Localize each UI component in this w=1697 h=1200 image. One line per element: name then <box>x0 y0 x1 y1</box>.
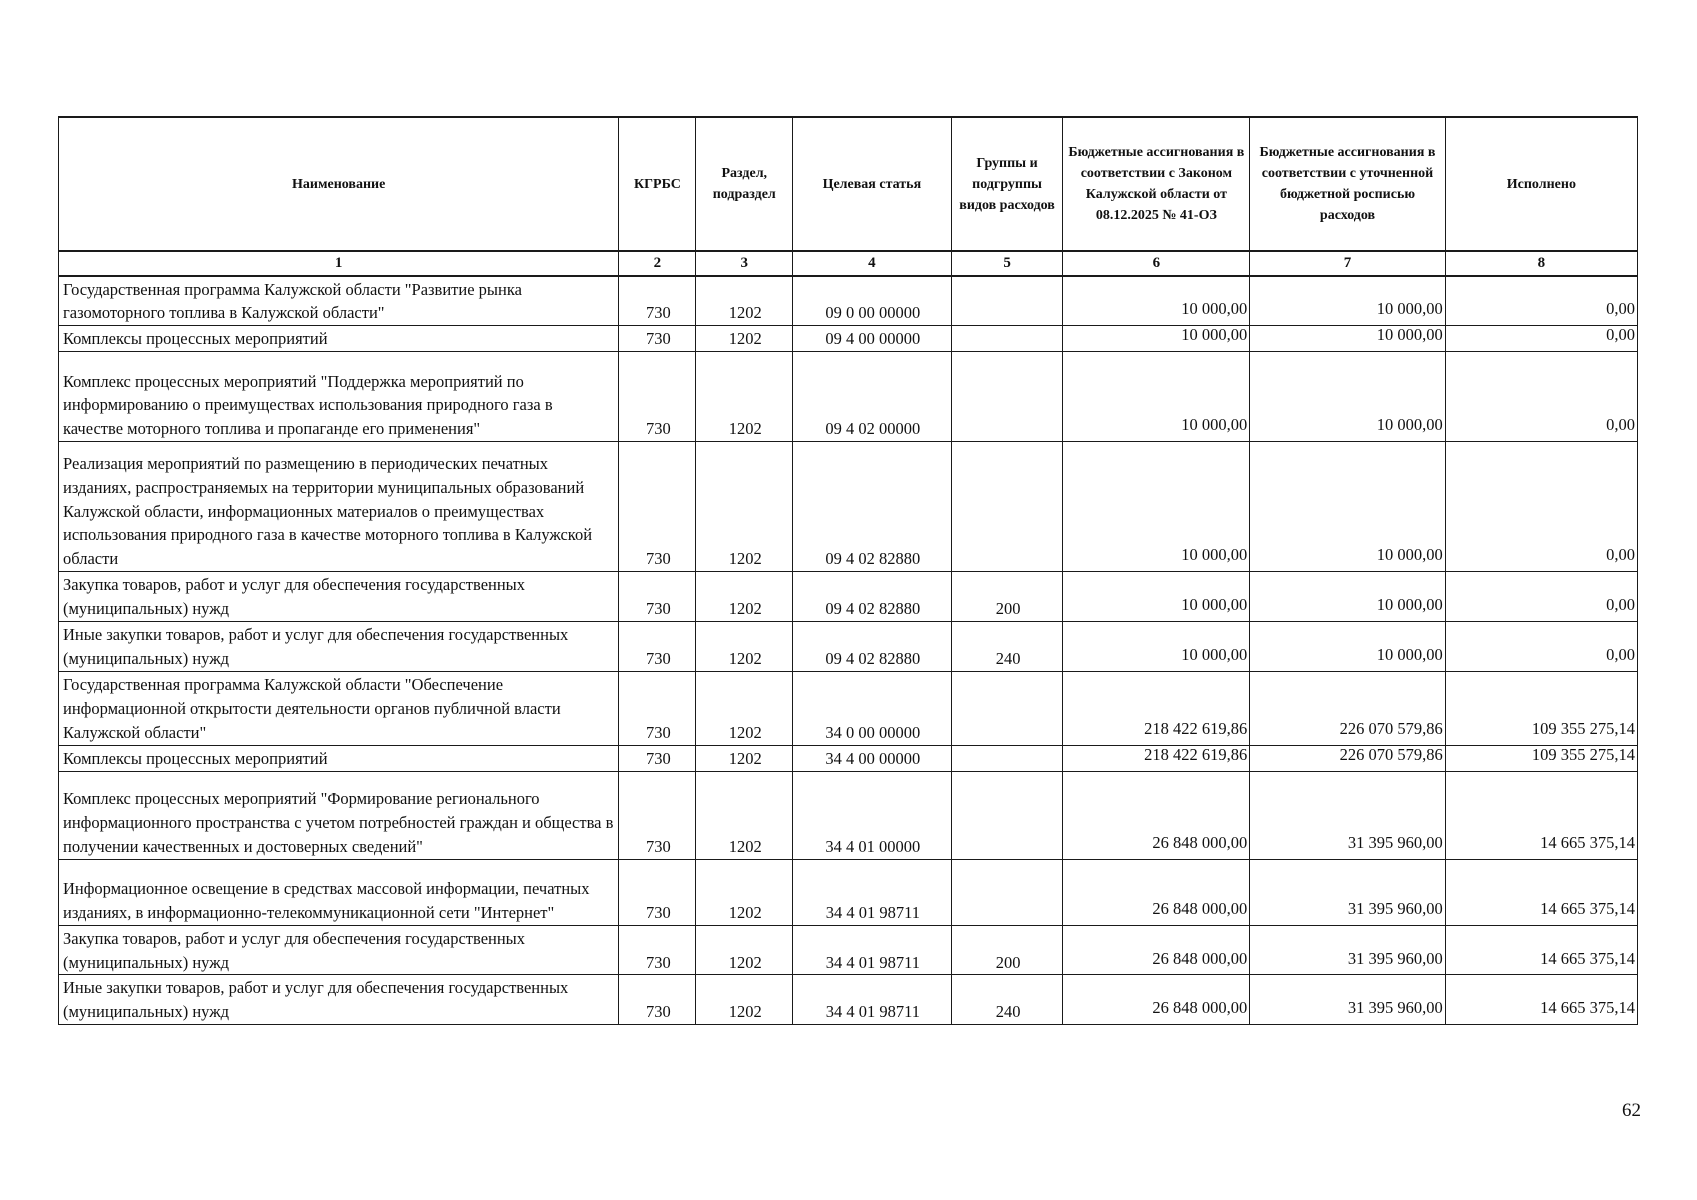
executed-amount-value: 0,00 <box>1606 595 1635 615</box>
row-group: 240 <box>951 622 1063 672</box>
executed-amount-value: 109 355 275,14 <box>1531 718 1635 738</box>
refined-amount-value: 226 070 579,86 <box>1339 718 1443 738</box>
row-group: 200 <box>951 925 1063 975</box>
row-target: 09 4 02 00000 <box>793 352 952 442</box>
executed-amount-value: 14 665 375,14 <box>1540 948 1635 968</box>
law-amount-value: 218 422 619,86 <box>1144 718 1248 738</box>
row-group <box>951 442 1063 572</box>
row-group <box>951 352 1063 442</box>
row-executed-amount <box>1445 352 1637 442</box>
row-executed-amount <box>1445 925 1637 975</box>
row-name: Государственная программа Калужской области "Обеспечение информационной открытости деятельности органов публичной власти Калужской области" <box>59 671 619 745</box>
row-kgrbs: 730 <box>619 859 696 925</box>
row-name: Комплексы процессных мероприятий <box>59 326 619 352</box>
row-name: Иные закупки товаров, работ и услуг для обеспечения государственных (муниципальных) нужд <box>59 975 619 1025</box>
table-row <box>59 352 1638 442</box>
row-kgrbs: 730 <box>619 671 696 745</box>
row-refined-amount <box>1250 572 1445 622</box>
executed-amount-value: 0,00 <box>1606 325 1635 345</box>
header-kgrbs: КГРБС <box>619 117 696 251</box>
row-law-amount <box>1063 276 1250 326</box>
row-refined-amount <box>1250 352 1445 442</box>
row-name: Комплекс процессных мероприятий "Поддержка мероприятий по информированию о преимуществах использования природного газа в качестве моторного топлива и пропаганде его применения" <box>59 352 619 442</box>
row-section: 1202 <box>696 975 793 1025</box>
executed-amount-value: 0,00 <box>1606 645 1635 665</box>
row-section: 1202 <box>696 859 793 925</box>
row-section: 1202 <box>696 771 793 859</box>
law-amount-value: 26 848 000,00 <box>1152 998 1248 1018</box>
header-law: Бюджетные ассигнования в соответствии с Законом Калужской области от 08.12.2025 № 41-ОЗ <box>1063 117 1250 251</box>
table-row <box>59 859 1638 925</box>
refined-amount-value: 31 395 960,00 <box>1347 948 1443 968</box>
law-amount-value: 218 422 619,86 <box>1144 744 1248 764</box>
column-number: 5 <box>951 251 1063 276</box>
row-target: 34 4 01 98711 <box>793 975 952 1025</box>
row-law-amount <box>1063 859 1250 925</box>
executed-amount-value: 0,00 <box>1606 299 1635 319</box>
refined-amount-value: 226 070 579,86 <box>1339 744 1443 764</box>
executed-amount-value: 14 665 375,14 <box>1540 832 1635 852</box>
page-number: 62 <box>1622 1100 1641 1121</box>
table-row <box>59 442 1638 572</box>
header-target: Целевая статья <box>793 117 952 251</box>
refined-amount-value: 10 000,00 <box>1376 545 1443 565</box>
row-group <box>951 745 1063 771</box>
row-refined-amount <box>1250 442 1445 572</box>
law-amount-value: 10 000,00 <box>1181 299 1248 319</box>
table-row <box>59 326 1638 352</box>
refined-amount-value: 31 395 960,00 <box>1347 898 1443 918</box>
row-target: 09 4 02 82880 <box>793 622 952 672</box>
refined-amount-value: 31 395 960,00 <box>1347 998 1443 1018</box>
row-name: Закупка товаров, работ и услуг для обеспечения государственных (муниципальных) нужд <box>59 572 619 622</box>
law-amount-value: 10 000,00 <box>1181 595 1248 615</box>
row-executed-amount <box>1445 442 1637 572</box>
row-target: 09 4 02 82880 <box>793 442 952 572</box>
row-executed-amount <box>1445 771 1637 859</box>
row-refined-amount <box>1250 771 1445 859</box>
refined-amount-value: 10 000,00 <box>1376 595 1443 615</box>
row-law-amount <box>1063 572 1250 622</box>
row-name: Информационное освещение в средствах массовой информации, печатных изданиях, в информационно-телекоммуникационной сети "Интернет" <box>59 859 619 925</box>
header-name: Наименование <box>59 117 619 251</box>
row-target: 34 4 01 98711 <box>793 925 952 975</box>
row-refined-amount <box>1250 622 1445 672</box>
row-target: 34 4 00 00000 <box>793 745 952 771</box>
column-number: 6 <box>1063 251 1250 276</box>
law-amount-value: 10 000,00 <box>1181 415 1248 435</box>
row-target: 34 4 01 00000 <box>793 771 952 859</box>
row-section: 1202 <box>696 326 793 352</box>
row-name: Комплекс процессных мероприятий "Формирование регионального информационного пространства с учетом потребностей граждан и общества в получении качественных и достоверных сведений" <box>59 771 619 859</box>
row-target: 34 0 00 00000 <box>793 671 952 745</box>
row-section: 1202 <box>696 442 793 572</box>
column-number: 4 <box>793 251 952 276</box>
executed-amount-value: 0,00 <box>1606 545 1635 565</box>
law-amount-value: 10 000,00 <box>1181 325 1248 345</box>
row-executed-amount <box>1445 572 1637 622</box>
table-row <box>59 276 1638 326</box>
row-executed-amount <box>1445 745 1637 771</box>
row-refined-amount <box>1250 975 1445 1025</box>
refined-amount-value: 31 395 960,00 <box>1347 832 1443 852</box>
refined-amount-value: 10 000,00 <box>1376 299 1443 319</box>
row-group <box>951 859 1063 925</box>
row-target: 34 4 01 98711 <box>793 859 952 925</box>
law-amount-value: 10 000,00 <box>1181 545 1248 565</box>
row-section: 1202 <box>696 925 793 975</box>
column-number: 1 <box>59 251 619 276</box>
row-group <box>951 671 1063 745</box>
row-executed-amount <box>1445 622 1637 672</box>
table-row <box>59 975 1638 1025</box>
row-law-amount <box>1063 671 1250 745</box>
row-section: 1202 <box>696 745 793 771</box>
table-row <box>59 771 1638 859</box>
row-law-amount <box>1063 442 1250 572</box>
row-law-amount <box>1063 975 1250 1025</box>
row-law-amount <box>1063 925 1250 975</box>
row-section: 1202 <box>696 622 793 672</box>
row-refined-amount <box>1250 745 1445 771</box>
executed-amount-value: 109 355 275,14 <box>1531 744 1635 764</box>
refined-amount-value: 10 000,00 <box>1376 325 1443 345</box>
row-name: Иные закупки товаров, работ и услуг для обеспечения государственных (муниципальных) нужд <box>59 622 619 672</box>
law-amount-value: 26 848 000,00 <box>1152 832 1248 852</box>
row-kgrbs: 730 <box>619 572 696 622</box>
row-name: Закупка товаров, работ и услуг для обеспечения государственных (муниципальных) нужд <box>59 925 619 975</box>
row-law-amount <box>1063 622 1250 672</box>
refined-amount-value: 10 000,00 <box>1376 415 1443 435</box>
row-executed-amount <box>1445 859 1637 925</box>
table-row <box>59 572 1638 622</box>
row-target: 09 4 02 82880 <box>793 572 952 622</box>
row-target: 09 0 00 00000 <box>793 276 952 326</box>
row-refined-amount <box>1250 671 1445 745</box>
row-executed-amount <box>1445 975 1637 1025</box>
row-name: Комплексы процессных мероприятий <box>59 745 619 771</box>
row-law-amount <box>1063 771 1250 859</box>
header-section: Раздел, подраздел <box>696 117 793 251</box>
row-kgrbs: 730 <box>619 352 696 442</box>
row-target: 09 4 00 00000 <box>793 326 952 352</box>
row-section: 1202 <box>696 276 793 326</box>
row-name: Реализация мероприятий по размещению в периодических печатных изданиях, распространяемых на территории муниципальных образований Калужской области, информационных материалов о преимуществах использования природного газа в качестве моторного топлива в Калужской области <box>59 442 619 572</box>
row-section: 1202 <box>696 352 793 442</box>
row-law-amount <box>1063 745 1250 771</box>
law-amount-value: 10 000,00 <box>1181 645 1248 665</box>
row-executed-amount <box>1445 276 1637 326</box>
row-kgrbs: 730 <box>619 442 696 572</box>
column-number: 2 <box>619 251 696 276</box>
row-group <box>951 276 1063 326</box>
table-row <box>59 622 1638 672</box>
row-kgrbs: 730 <box>619 925 696 975</box>
row-refined-amount <box>1250 859 1445 925</box>
row-group: 200 <box>951 572 1063 622</box>
row-kgrbs: 730 <box>619 276 696 326</box>
header-groups: Группы и подгруппы видов расходов <box>951 117 1063 251</box>
row-executed-amount <box>1445 326 1637 352</box>
header-row <box>59 117 1638 251</box>
column-number: 3 <box>696 251 793 276</box>
executed-amount-value: 14 665 375,14 <box>1540 898 1635 918</box>
row-kgrbs: 730 <box>619 622 696 672</box>
row-group <box>951 771 1063 859</box>
row-refined-amount <box>1250 326 1445 352</box>
table-row <box>59 925 1638 975</box>
header-executed: Исполнено <box>1445 117 1637 251</box>
executed-amount-value: 14 665 375,14 <box>1540 998 1635 1018</box>
column-number-row <box>59 251 1638 276</box>
law-amount-value: 26 848 000,00 <box>1152 898 1248 918</box>
row-kgrbs: 730 <box>619 326 696 352</box>
row-kgrbs: 730 <box>619 745 696 771</box>
row-law-amount <box>1063 352 1250 442</box>
table-row <box>59 671 1638 745</box>
refined-amount-value: 10 000,00 <box>1376 645 1443 665</box>
column-number: 8 <box>1445 251 1637 276</box>
row-kgrbs: 730 <box>619 975 696 1025</box>
header-refined: Бюджетные ассигнования в соответствии с уточненной бюджетной росписью расходов <box>1250 117 1445 251</box>
row-kgrbs: 730 <box>619 771 696 859</box>
row-name: Государственная программа Калужской области "Развитие рынка газомоторного топлива в Калужской области" <box>59 276 619 326</box>
row-refined-amount <box>1250 276 1445 326</box>
row-group: 240 <box>951 975 1063 1025</box>
row-section: 1202 <box>696 671 793 745</box>
row-section: 1202 <box>696 572 793 622</box>
row-executed-amount <box>1445 671 1637 745</box>
row-refined-amount <box>1250 925 1445 975</box>
budget-table <box>58 116 1638 1025</box>
table-row <box>59 745 1638 771</box>
law-amount-value: 26 848 000,00 <box>1152 948 1248 968</box>
row-group <box>951 326 1063 352</box>
executed-amount-value: 0,00 <box>1606 415 1635 435</box>
column-number: 7 <box>1250 251 1445 276</box>
row-law-amount <box>1063 326 1250 352</box>
